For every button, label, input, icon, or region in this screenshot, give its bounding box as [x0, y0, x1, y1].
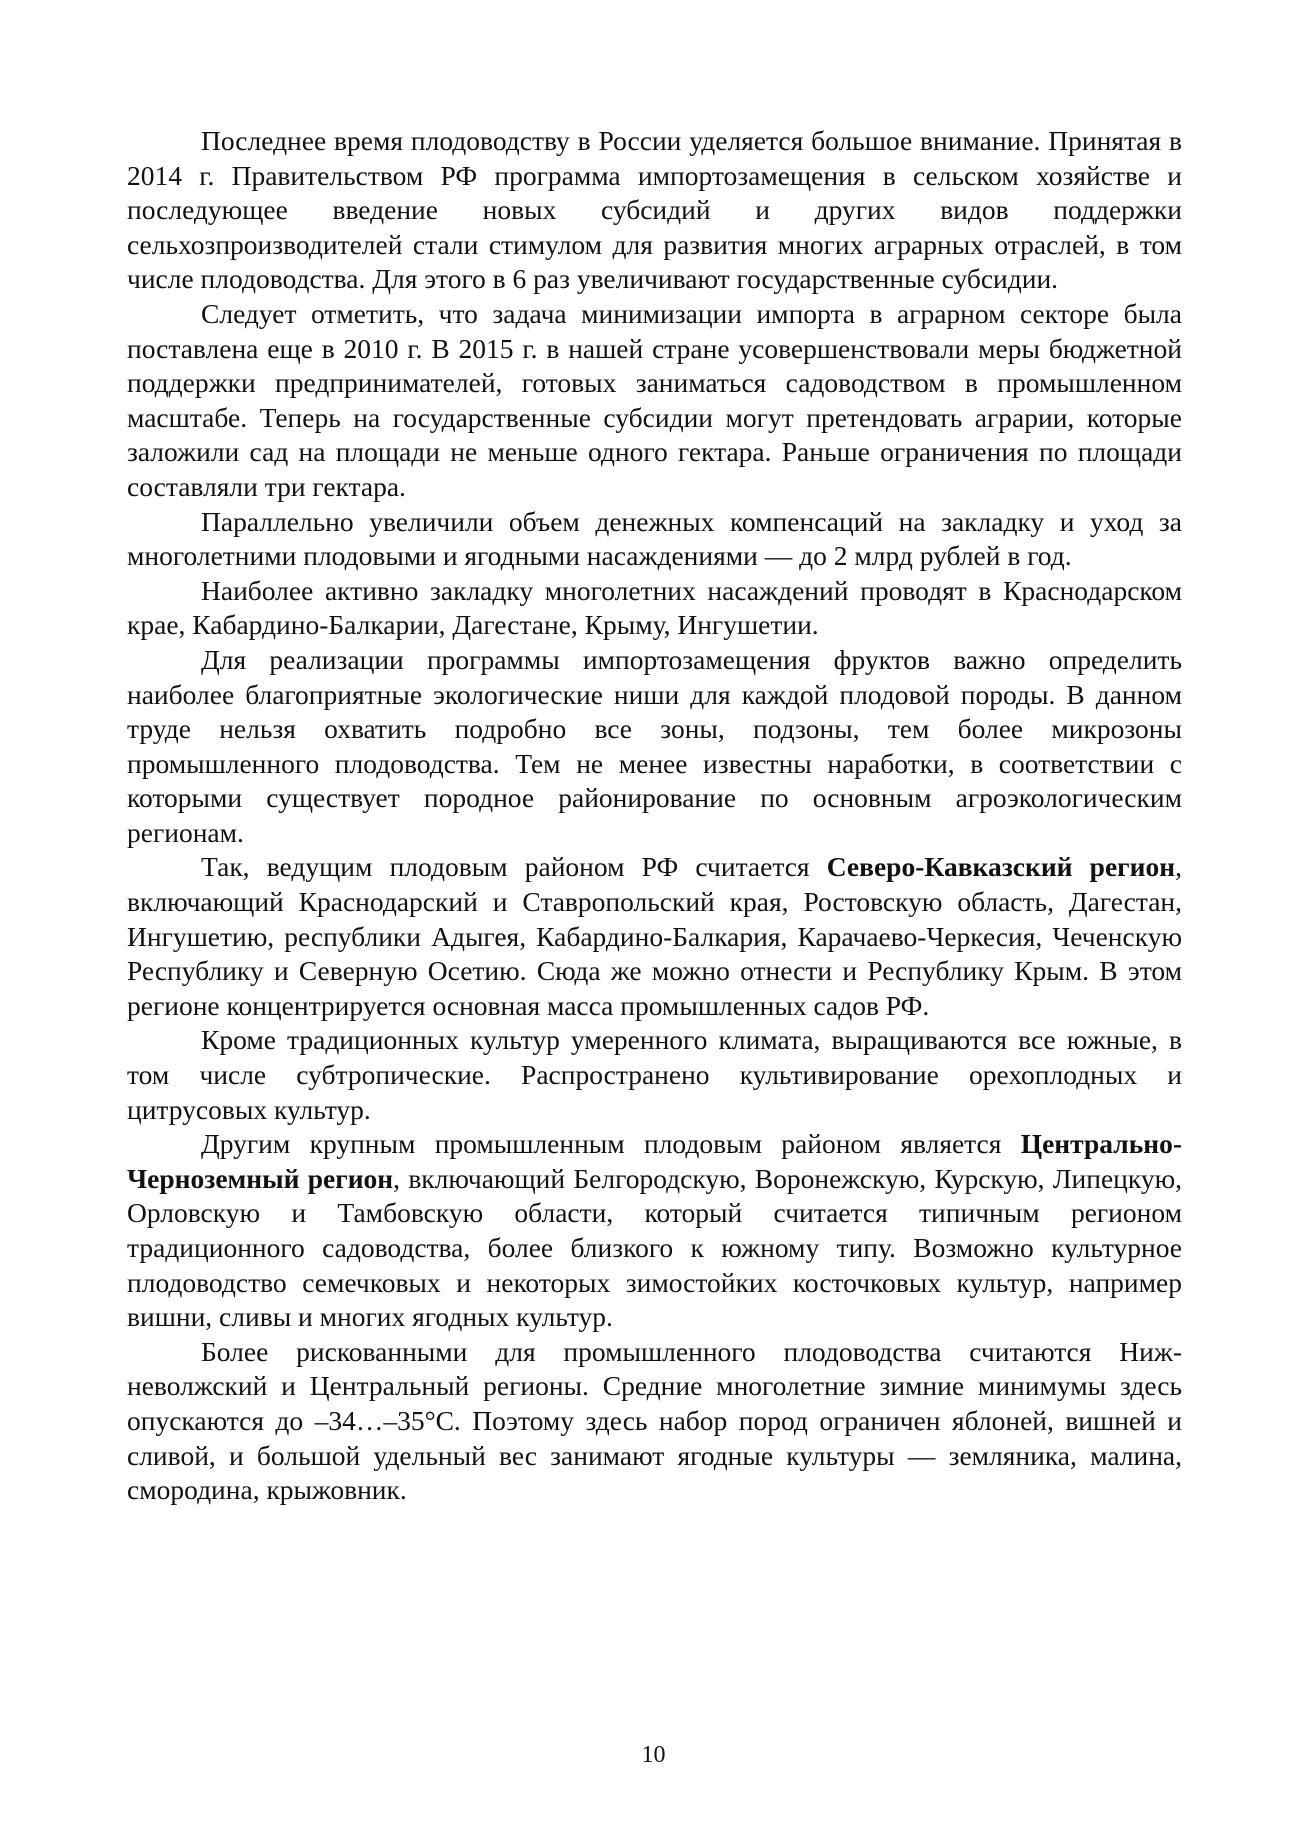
paragraph-7: Кроме традиционных культур умеренного климата, выращиваются все южные, в том числе субтропические. Распространено культивирование орехоплодных и цитрусовых культур.: [127, 1024, 1182, 1125]
body-text: [127, 124, 1182, 1508]
paragraph-2: Следует отметить, что задача минимизации импорта в аграрном секторе была поставлена еще в 2010 г. В 2015 г. в нашей стране усовершенствовали меры бюджетной поддержки предпринимателей, готовых заниматься садоводством в промышленном масштабе. Теперь на государственные субсидии могут претендовать аграрии, которые заложили сад на площади не меньше одного гектара. Раньше ограничения по площади составляли три гектара.: [127, 297, 1182, 502]
paragraph-5: Для реализации программы импортозамещения фруктов важно определить наиболее благоприятные экологические ниши для каждой плодовой породы. В данном труде нельзя охватить подробно все зоны, подзоны, тем более микрозоны промышленного плодоводства. Тем не менее известны наработки, в соответствии с которыми существует породное районирование по основным агроэкологическим регионам.: [127, 643, 1182, 848]
paragraph-6: Так, ведущим плодовым районом РФ считается Северо-Кавказский регион, включающий Краснодарский и Ставропольский края, Ростовскую область, Дагестан, Ингушетию, республики Адыгея, Кабардино-Балкария, Карачаево-Черкесия, Чеченскую Республику и Северную Осетию. Сюда же можно отнести и Республику Крым. В этом регионе концентрируется основная масса промышленных садов РФ.: [127, 851, 1182, 1021]
paragraph-8: Другим крупным промышленным плодовым районом является Центрально-Черноземный регион, включающий Белгородскую, Воронежскую, Курскую, Липецкую, Орловскую и Тамбовскую области, который считается типичным регионом традиционного садоводства, более близкого к южному типу. Возможно культурное плодоводство семечковых и некоторых зимостойких косточковых культур, например вишни, сливы и многих ягодных культур.: [127, 1128, 1183, 1333]
paragraph-3: Параллельно увеличили объем денежных компенсаций на закладку и уход за многолетними плодовыми и ягодными насаждениями — до 2 млрд рублей в год.: [127, 505, 1182, 572]
paragraph-9: Более рискованными для промышленного плодоводства считаются Нижневолжский и Центральный регионы. Средние многолетние зимние минимумы здесь опускаются до –34…–35°С. Поэтому здесь набор пород ограничен яблоней, вишней и сливой, и большой удельный вес занимают ягодные культуры — земляника, малина, смородина, крыжовник.: [127, 1335, 1182, 1506]
paragraph-1: Последнее время плодоводству в России уделяется большое внимание. Принятая в 2014 г. Правительством РФ программа импортозамещения в сельском хозяйстве и последующее введение новых субсидий и других видов поддержки сельхозпроизводителей стали стимулом для развития многих аграрных отраслей, в том числе плодоводства. Для этого в 6 раз увеличивают государственные субсидии.: [127, 125, 1182, 295]
page-number: 10: [641, 1742, 666, 1768]
paragraph-4: Наиболее активно закладку многолетних насаждений проводят в Краснодарском крае, Кабардино-Балкарии, Дагестане, Крыму, Ингушетии.: [127, 574, 1182, 641]
bold-term-central-chernozem: Центрально-Черноземный регион: [127, 1128, 1182, 1194]
bold-term-north-caucasus: Северо-Кавказский регион: [826, 851, 1176, 883]
